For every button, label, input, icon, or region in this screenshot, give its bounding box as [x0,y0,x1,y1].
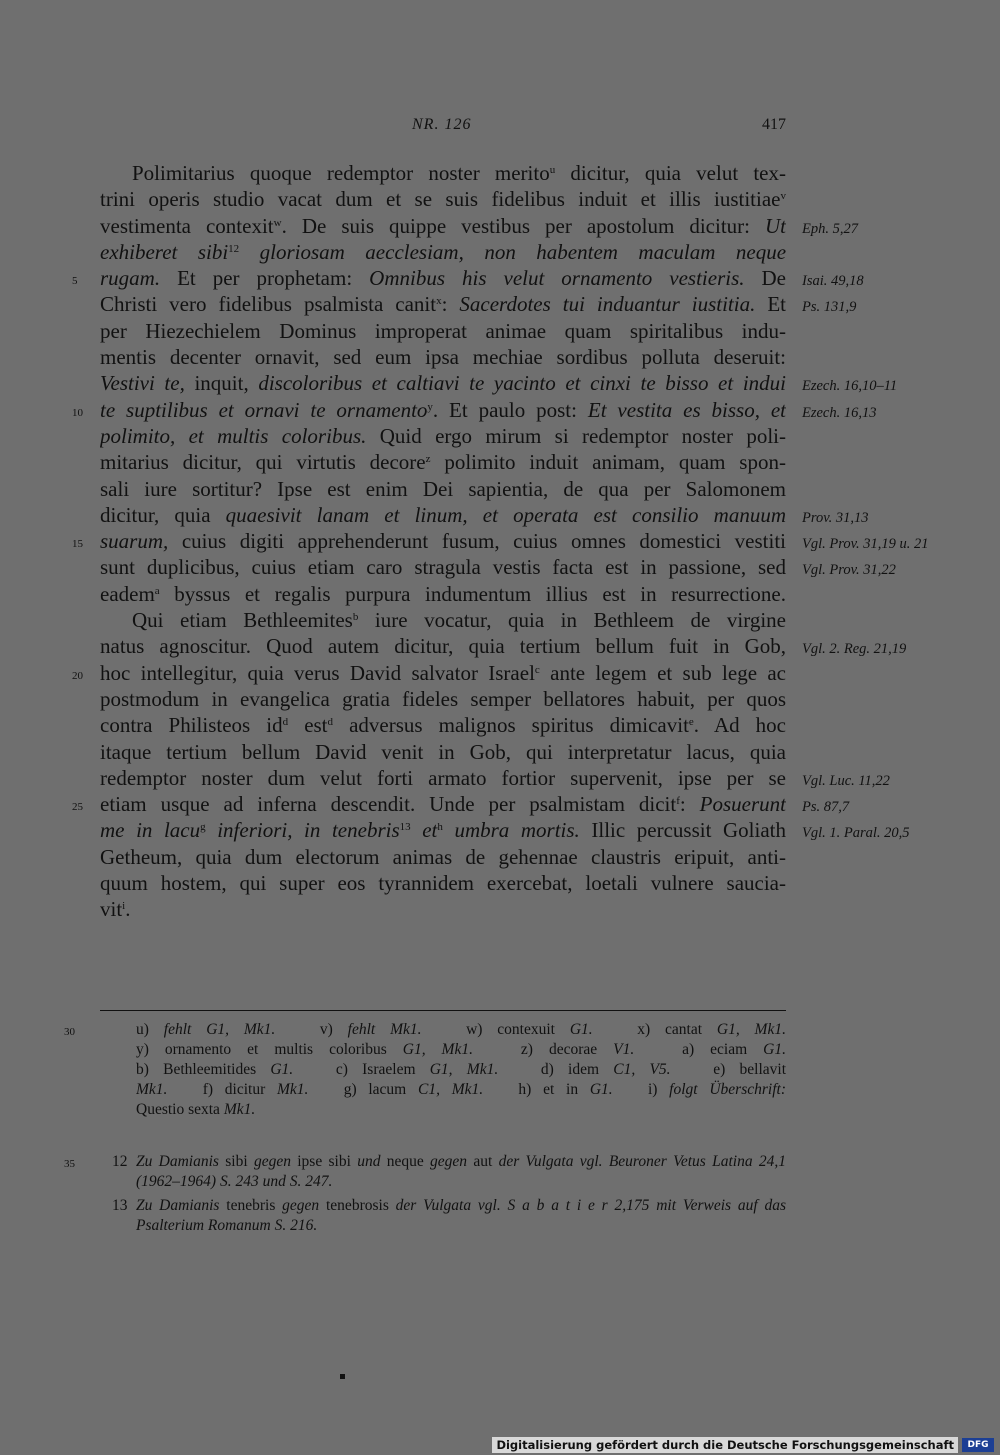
text-line [100,344,786,370]
apparatus-line [136,1100,786,1120]
margin-reference: Vgl. 2. Reg. 21,19 [802,641,907,658]
text-line [100,502,869,528]
line-number: 35 [64,1158,75,1170]
text-line [72,660,786,686]
text-line [100,213,858,239]
text-line [100,449,786,475]
text-line [100,765,890,791]
margin-reference: Vgl. Luc. 11,22 [802,772,890,789]
line-text: Vestivi te, inquit, discoloribus et caltiavi te yacinto et cinxi te bisso et indui [100,371,786,396]
digitization-footer [0,1433,1000,1455]
page-number: 417 [762,116,786,133]
text-line [100,239,786,265]
line-text: postmodum in evangelica gratia fideles semper bellatores habuit, per quos [100,686,786,711]
text-line [100,318,786,344]
funding-label: Digitalisierung gefördert durch die Deutsche Forschungsgemeinschaft [492,1437,958,1453]
apparatus-text: Questio sexta Mk1. [136,1101,256,1118]
line-text: polimito, et multis coloribus. Quid ergo mirum si redemptor noster poli- [100,423,786,448]
line-text: exhiberet sibi$^{12}$ gloriosam aecclesiam, non habentem maculam neque [100,239,786,264]
apparatus-line [64,1020,786,1040]
line-text: mitarius dicitur, qui virtutis decore$^z$ polimito induit animam, quam spon- [100,450,786,475]
apparatus-text: b) Bethleemitides G1. c) Israelem G1, Mk1. d) idem C1, V5. e) bellavit [136,1061,786,1078]
line-text: dicitur, quia quaesivit lanam et linum, et operata est consilio manuum [100,502,786,527]
note-number: 12 [112,1153,128,1170]
text-line [100,896,786,922]
line-text: Polimitarius quoque redemptor noster merito$^u$ dicitur, quia velut tex- [132,161,786,185]
note-text: Zu Damianis tenebris gegen tenebrosis der Vulgata vgl. S a b a t i e r 2,175 mit Verweis auf das Psalterium Romanum S. 216. [136,1197,787,1234]
margin-reference: Eph. 5,27 [802,220,858,237]
margin-reference: Ezech. 16,13 [802,404,877,421]
margin-reference: Vgl. Prov. 31,22 [802,562,896,579]
text-line [100,370,898,396]
text-line [100,476,786,502]
line-text: contra Philisteos $id^d$ est$^d$ adversus malignos spiritus dimicavit$^e$. Ad hoc [100,713,786,738]
line-text: sunt duplicibus, cuius etiam caro stragula vestis facta est in passione, sed [100,555,786,580]
margin-reference: Ps. 131,9 [802,299,857,316]
line-text: Getheum, quia dum electorum animas de gehennae claustris eripuit, anti- [100,844,786,869]
line-text: eadem$^a$ byssus et regalis purpura indumentum illius est in resurrectione. [100,581,786,606]
margin-reference: Ps. 87,7 [802,799,850,816]
text-line [72,265,864,291]
dfg-logo-icon: DFG [962,1438,994,1452]
line-number: 25 [72,801,83,814]
margin-reference: Prov. 31,13 [802,509,869,526]
source-notes [64,1152,787,1240]
text-line [100,739,786,765]
text-line [100,581,786,607]
text-line [100,633,907,659]
footnote-rule [100,1010,786,1011]
line-number: 15 [72,538,83,551]
text-line [100,844,786,870]
text-line [100,817,910,843]
margin-reference: Ezech. 16,10–11 [802,378,898,395]
line-text: Christi vero fidelibus psalmista canit$^x$: Sacerdotes tui induantur iustitia. Et [100,292,786,317]
line-text: per Hiezechielem Dominus improperat animae quam spiritalibus indu- [100,318,786,343]
apparatus-line [136,1040,786,1060]
header-title: NR. 126 [412,116,472,133]
text-line [100,712,786,738]
text-line [100,607,786,633]
line-number: 10 [72,406,83,419]
text-line [100,291,857,317]
text-line [100,554,896,580]
line-text: etiam usque ad inferna descendit. Unde per psalmistam dicit$^f$: Posuerunt [100,792,786,817]
apparatus-text: u) fehlt G1, Mk1. v) fehlt Mk1. w) contexuit G1. x) cantat G1, Mk1. [136,1021,786,1038]
text-line [100,870,786,896]
source-note [112,1196,786,1236]
apparatus-text: Mk1. f) dicitur Mk1. g) lacum C1, Mk1. h) et in G1. i) folgt Überschrift: [136,1081,786,1098]
note-text: Zu Damianis sibi gegen ipse sibi und neque gegen aut der Vulgata vgl. Beuroner Vetus Latina 24,1 (1962–1964) S. 243 und S. 247. [136,1153,786,1190]
line-number: 5 [72,275,78,288]
line-text: trini operis studio vacat dum et se suis fidelibus induit et illis iustitiae$^v$ [100,187,786,212]
margin-reference: Vgl. 1. Paral. 20,5 [802,825,910,842]
line-text: mentis decenter ornavit, sed eum ipsa mechiae sordibus polluta deseruit: [100,345,786,370]
line-text: itaque tertium bellum David venit in Gob, qui interpretatur lacus, quia [100,739,786,764]
text-line [100,423,786,449]
line-text: redemptor noster dum velut forti armato fortior supervenit, ipse per se [100,765,786,790]
text-line [100,160,786,186]
text-line [72,397,877,423]
apparatus-line [136,1080,786,1100]
line-text: vestimenta contexit$^w$. De suis quippe vestibus per apostolum dicitur: Ut [100,213,786,238]
apparatus-line [136,1060,786,1080]
source-note [64,1152,786,1192]
line-text: quum hostem, qui super eos tyrannidem exercebat, loetali vulnere saucia- [100,871,786,896]
text-line [100,186,786,212]
line-number: 20 [72,669,83,682]
line-text: Qui etiam Bethleemites$^b$ iure vocatur, quia in Bethleem de virgine [132,608,786,633]
critical-apparatus [64,1020,786,1120]
margin-reference: Vgl. Prov. 31,19 u. 21 [802,536,929,553]
note-number: 13 [112,1197,128,1214]
line-number: 30 [64,1026,75,1038]
print-dot [340,1374,345,1379]
text-line [100,686,786,712]
line-text: me in lacu$^g$ inferiori, in tenebris$^{13}$ $et^h$ umbra mortis. Illic percussit Goliath [100,818,786,843]
line-text: rugam. Et per prophetam: Omnibus his velut ornamento vestieris. De [100,266,786,291]
main-text [72,160,929,923]
text-line [72,791,850,817]
text-line [72,528,929,554]
line-text: sali iure sortitur? Ipse est enim Dei sapientia, de qua per Salomonem [100,476,786,501]
apparatus-text: y) ornamento et multis coloribus G1, Mk1. z) decorae V1. a) eciam G1. [136,1041,786,1058]
line-text: vit$^i$. [100,897,131,922]
running-header [100,112,786,140]
line-text: natus agnoscitur. Quod autem dicitur, quia tertium bellum fuit in Gob, [100,634,786,659]
margin-reference: Isai. 49,18 [802,273,864,290]
line-text: te suptilibus et ornavi te ornamento$^y$. Et paulo post: Et vestita es bisso, et [100,397,786,422]
line-text: hoc intellegitur, quia verus David salvator Israel$^c$ ante legem et sub lege ac [100,660,786,685]
line-text: suarum, cuius digiti apprehenderunt fusum, cuius omnes domestici vestiti [100,529,786,554]
